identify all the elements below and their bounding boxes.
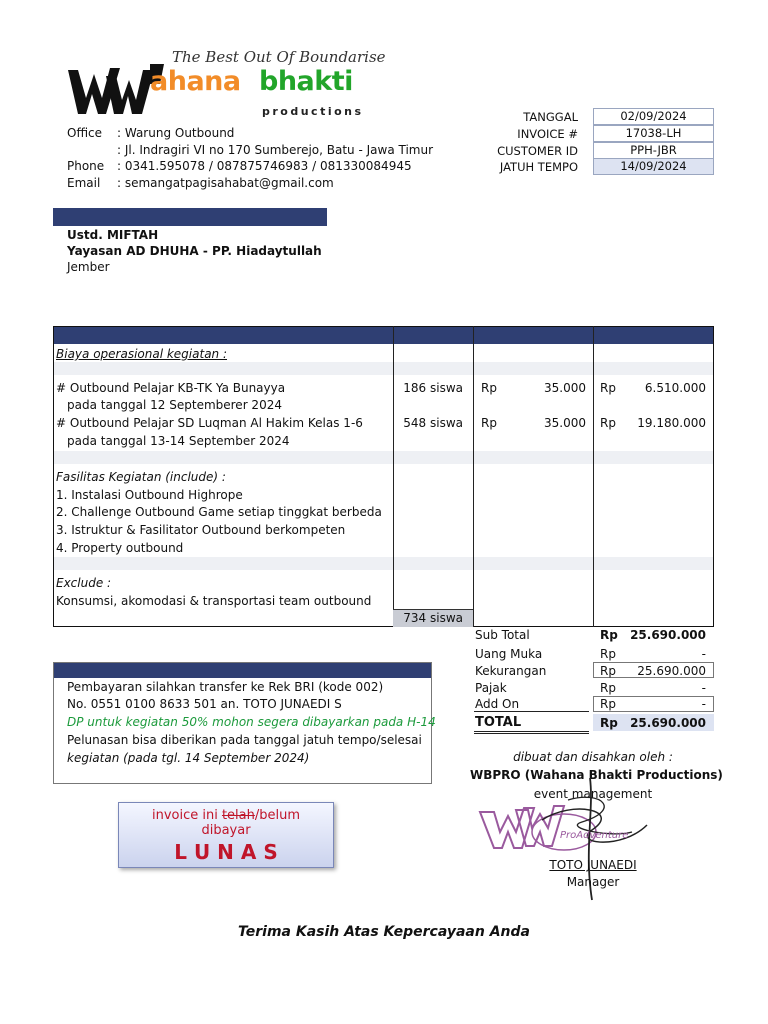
meta-value-customer-id: PPH-JBR <box>593 142 714 159</box>
item-amount-currency: Rp <box>600 381 616 395</box>
item-desc: # Outbound Pelajar SD Luqman Al Hakim Kelas 1-6 <box>56 416 363 430</box>
payment-account: No. 0551 0100 8633 501 an. TOTO JUNAEDI S <box>67 697 342 711</box>
summary-currency: Rp <box>600 697 616 711</box>
signature-intro: dibuat dan disahkan oleh : <box>513 750 673 764</box>
meta-value-invoice: 17038-LH <box>593 125 714 142</box>
col-divider <box>473 326 474 627</box>
email-value: : semangatpagisahabat@gmail.com <box>117 176 334 190</box>
signature-name-wrap <box>480 858 706 872</box>
item-amount: 19.180.000 <box>637 416 706 430</box>
stamp-line2: dibayar <box>201 823 251 838</box>
meta-label-customer-id: CUSTOMER ID <box>497 144 578 158</box>
signature-company: WBPRO (Wahana Bhakti Productions) <box>470 768 723 782</box>
summary-label-add-on: Add On <box>475 697 520 711</box>
stamp-status: L U N A S <box>174 840 278 864</box>
stamp-prefix: invoice ini <box>151 808 222 823</box>
summary-value-kekurangan: 25.690.000 <box>637 664 706 678</box>
item-date-note: pada tanggal 13-14 September 2024 <box>67 434 290 448</box>
payment-line: kegiatan (pada tgl. 14 September 2024) <box>67 751 310 765</box>
item-amount-currency: Rp <box>600 416 616 430</box>
exclude-text: Konsumsi, akomodasi & transportasi team outbound <box>56 594 372 608</box>
facility-item: 2. Challenge Outbound Game setiap tinggkat berbeda <box>56 505 382 519</box>
facility-item: 1. Instalasi Outbound Highrope <box>56 488 243 502</box>
facilities-title: Fasilitas Kegiatan (include) : <box>56 470 226 484</box>
item-date-note: pada tanggal 12 Septemberer 2024 <box>67 398 282 412</box>
meta-label-tanggal: TANGGAL <box>523 110 578 124</box>
summary-currency: Rp <box>600 716 618 730</box>
item-desc: # Outbound Pelajar KB-TK Ya Bunayya <box>56 381 286 395</box>
total-double-underline <box>474 731 589 734</box>
meta-value-tanggal: 02/09/2024 <box>593 108 714 125</box>
stamp-struck-word: telah <box>221 808 255 823</box>
items-table-header <box>54 327 713 344</box>
summary-value-add-on: - <box>701 697 706 711</box>
office-label: Office <box>67 126 103 140</box>
summary-label-subtotal: Sub Total <box>475 628 530 642</box>
office-value: : Warung Outbound <box>117 126 235 140</box>
bill-to-name: Ustd. MIFTAH <box>67 228 159 242</box>
payment-dp-note: DP untuk kegiatan 50% mohon segera dibayarkan pada H-14 <box>67 715 436 729</box>
facility-item: 4. Property outbound <box>56 541 184 555</box>
items-section-title: Biaya operasional kegiatan : <box>56 347 228 361</box>
item-amount: 6.510.000 <box>644 381 706 395</box>
summary-label-kekurangan: Kekurangan <box>475 664 547 678</box>
col-divider <box>393 326 394 627</box>
signature-name: TOTO JUNAEDI <box>549 858 637 872</box>
logo-tagline: The Best Out Of Boundarise <box>172 48 386 66</box>
summary-value-subtotal: 25.690.000 <box>630 628 706 642</box>
email-label: Email <box>67 176 101 190</box>
logo-brand-ahana: ahana <box>150 66 241 97</box>
summary-value-uang-muka: - <box>701 647 706 661</box>
total-qty: 734 siswa <box>403 611 463 625</box>
item-price-currency: Rp <box>481 416 497 430</box>
payment-line: Pembayaran silahkan transfer ke Rek BRI (kode 002) <box>67 680 384 694</box>
signature-logo-text: ProAdventure <box>560 830 629 841</box>
footer-thanks: Terima Kasih Atas Kepercayaan Anda <box>238 924 530 940</box>
col-divider <box>593 326 594 627</box>
item-price-currency: Rp <box>481 381 497 395</box>
meta-label-invoice: INVOICE # <box>517 127 578 141</box>
summary-currency: Rp <box>600 628 618 642</box>
summary-currency: Rp <box>600 664 616 678</box>
bill-to-header-bar <box>53 208 327 226</box>
item-price: 35.000 <box>544 416 586 430</box>
address-value: : Jl. Indragiri VI no 170 Sumberejo, Batu - Jawa Timur <box>117 143 434 157</box>
payment-line: Pelunasan bisa diberikan pada tanggal jatuh tempo/selesai <box>67 733 422 747</box>
item-qty: 548 siswa <box>403 416 463 430</box>
signature-title: Manager <box>566 875 620 889</box>
logo-brand-bhakti: bhakti <box>259 66 353 97</box>
logo-productions: productions <box>262 105 364 118</box>
summary-currency: Rp <box>600 681 616 695</box>
meta-label-jatuh-tempo: JATUH TEMPO <box>499 160 578 174</box>
summary-value-pajak: - <box>701 681 706 695</box>
signature-dept: event management <box>533 787 653 801</box>
stamp-suffix: /belum <box>254 808 301 823</box>
bill-to-org: Yayasan AD DHUHA - PP. Hiadaytullah <box>67 244 322 258</box>
stamp-line1 <box>118 808 334 823</box>
exclude-title: Exclude : <box>56 576 112 590</box>
phone-label: Phone <box>67 159 105 173</box>
summary-value-total: 25.690.000 <box>630 716 706 730</box>
item-qty: 186 siswa <box>403 381 463 395</box>
bill-to-city: Jember <box>67 260 110 274</box>
phone-value: : 0341.595078 / 087875746983 / 081330084945 <box>117 159 412 173</box>
summary-divider <box>474 711 589 712</box>
summary-label-uang-muka: Uang Muka <box>475 647 543 661</box>
item-price: 35.000 <box>544 381 586 395</box>
summary-label-total: TOTAL <box>475 715 522 730</box>
facility-item: 3. Istruktur & Fasilitator Outbound berkompeten <box>56 523 346 537</box>
summary-label-pajak: Pajak <box>475 681 507 695</box>
meta-value-jatuh-tempo: 14/09/2024 <box>593 158 714 175</box>
summary-currency: Rp <box>600 647 616 661</box>
